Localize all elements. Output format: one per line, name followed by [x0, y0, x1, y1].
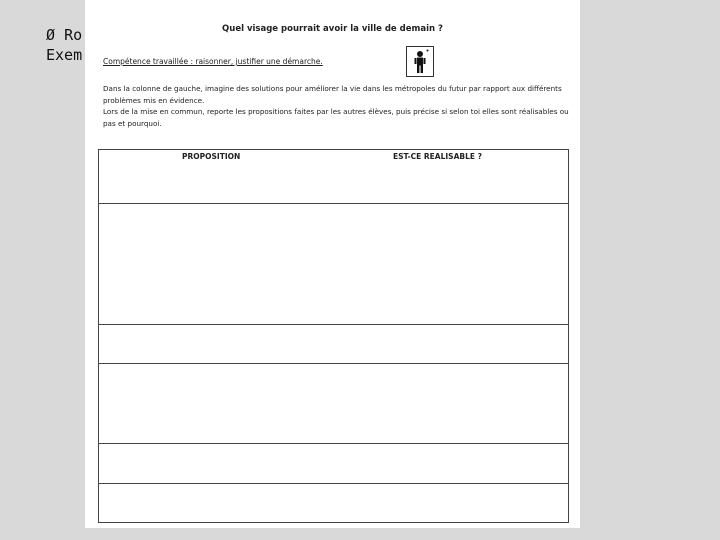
table-row-divider [99, 203, 568, 204]
table-row-divider [99, 483, 568, 484]
slide-bullet [46, 25, 82, 65]
table-row-divider [99, 443, 568, 444]
table-row-divider [99, 324, 568, 325]
column-header-proposition: PROPOSITION [182, 152, 241, 161]
slide-bullet-line-2: Exem [46, 46, 83, 64]
column-header-realisable: EST-CE REALISABLE ? [393, 152, 482, 161]
competence-line: Compétence travaillée : raisonner, justifier une démarche. [103, 57, 323, 66]
instruction-paragraph-1: Dans la colonne de gauche, imagine des solutions pour améliorer la vie dans les métropoles du futur par rapport aux différents problèmes mis en évidence. [103, 84, 562, 105]
worksheet-page [85, 0, 580, 528]
slide-bullet-text: Ro [64, 26, 83, 44]
person-standing-icon [406, 46, 434, 77]
instructions [103, 83, 573, 129]
instruction-paragraph-2: Lors de la mise en commun, reporte les propositions faites par les autres élèves, puis précise si selon toi elles sont réalisables ou pas et pourquoi. [103, 107, 569, 128]
proposals-table [98, 149, 569, 523]
worksheet-title: Quel visage pourrait avoir la ville de demain ? [222, 24, 443, 34]
table-row-divider [99, 363, 568, 364]
arrow-bullet-icon: Ø [46, 26, 56, 44]
slide-bullet-line-1 [46, 25, 82, 45]
